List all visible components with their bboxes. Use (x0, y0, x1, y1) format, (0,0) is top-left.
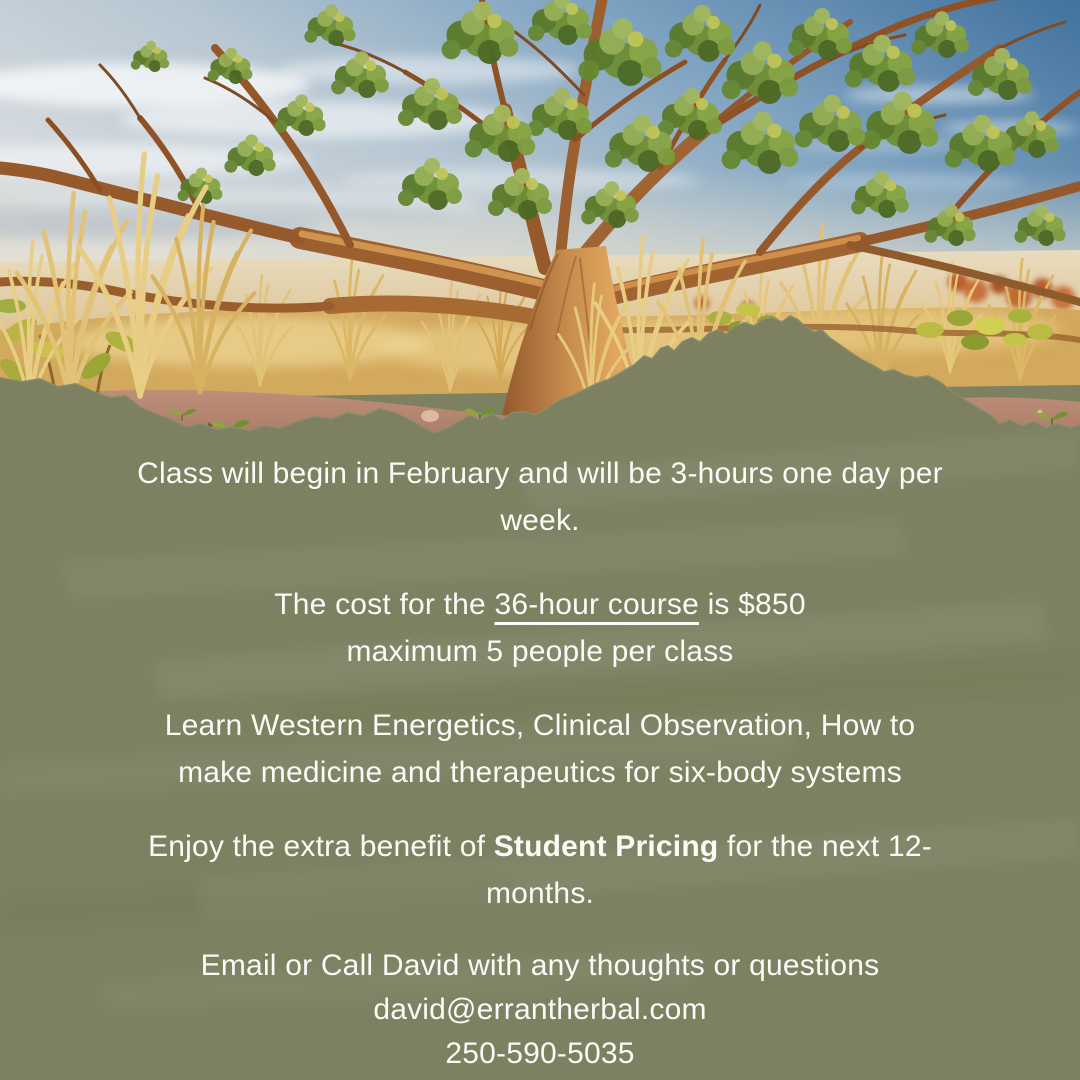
cost-post-text: is $850 (699, 588, 806, 621)
contact-email: david@errantherbal.com (373, 993, 707, 1026)
contact-phone: 250-590-5035 (445, 1037, 635, 1070)
curriculum-paragraph (165, 702, 916, 796)
cost-pre-text: The cost for the (274, 588, 495, 621)
class-size-line: maximum 5 people per class (346, 635, 734, 668)
student-pricing-line-2: months. (485, 877, 595, 910)
student-pre-text: Enjoy the extra benefit of (148, 830, 494, 863)
cost-paragraph (274, 581, 805, 675)
curriculum-line-1: Learn Western Energetics, Clinical Observation, How to (164, 709, 916, 742)
intro-line-2: week. (500, 504, 580, 537)
student-post-text: for the next 12- (718, 830, 932, 863)
student-pricing-bold: Student Pricing (493, 830, 719, 863)
flyer-text (40, 450, 1040, 1076)
intro-line-1: Class will begin in February and will be 3-hours one day per (137, 457, 943, 490)
contact-line: Email or Call David with any thoughts or questions (200, 949, 880, 982)
cost-line-1 (274, 581, 805, 628)
course-length-underlined: 36-hour course (494, 588, 700, 621)
student-pricing-line-1 (148, 823, 932, 870)
curriculum-line-2: make medicine and therapeutics for six-body systems (178, 756, 902, 789)
contact-paragraph (201, 944, 880, 1076)
student-pricing-paragraph (148, 823, 932, 917)
intro-paragraph (137, 450, 943, 544)
